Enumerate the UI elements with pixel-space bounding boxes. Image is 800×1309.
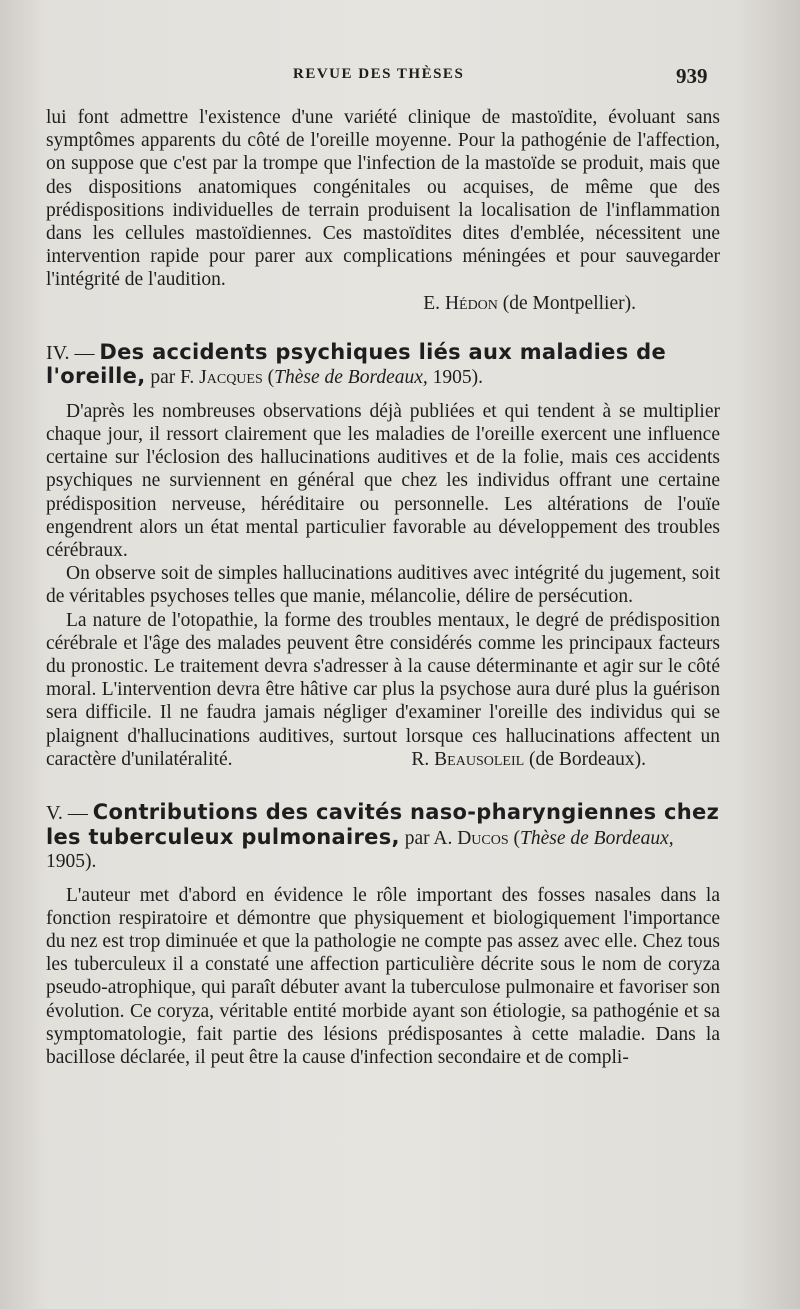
- signature-initial: R.: [411, 748, 430, 770]
- section5-source-open: (: [513, 827, 521, 849]
- section5-source-close: 1905).: [46, 851, 97, 873]
- section4-source-close: 1905).: [432, 367, 484, 389]
- signature-place: (de Montpellier).: [502, 292, 636, 314]
- section5-heading: [46, 801, 720, 874]
- section5-paragraph: L'auteur met d'abord en évidence le rôle important des fosses nasales dans la fonction respiratoire et démontre que physiquement et biologiquement l'importance du nez est trop diminuée et que la pathologie ne compte pas assez avec elle. Chez tous les tuberculeux il a constaté une affection particulière décrite sous le nom de coryza pseudo-atrophique, qui paraît débuter avant la tuberculose pulmonaire et favoriser son évolution. Ce coryza, véritable entité morbide ayant son étiologie, sa pathogénie et sa symptomatologie, fait partie des lésions prédisposantes à cette maladie. Dans la bacillose déclarée, il peut être la cause d'infection secondaire et de compli-: [46, 884, 720, 1068]
- signature-name: Hédon: [444, 292, 498, 314]
- running-title: REVUE DES THÈSES: [293, 66, 465, 82]
- section4-paragraph-3: [46, 609, 720, 771]
- section4-last-paragraph-text: La nature de l'otopathie, la forme des troubles mentaux, le degré de prédisposition cérébrale et l'âge des malades peuvent être considérés comme les principaux facteurs du pronostic. Le traitement devra s'adresser à la cause déterminante et agir sur le côté moral. L'intervention devra être hâtive car plus la psychose aura duré plus la guérison sera difficile. Il ne faudra jamais négliger d'examiner l'oreille des individus qui se plaignent d'hallucinations auditives, surtout lorsque ces hallucinations affectent un caractère d'unilatéralité.: [46, 609, 720, 770]
- section4-author: Jacques: [199, 367, 263, 389]
- section3-signature: [46, 292, 720, 315]
- section5-by: par A.: [404, 827, 453, 849]
- signature-initial: E.: [423, 292, 441, 314]
- section4-by: par F.: [150, 367, 195, 389]
- signature-place: (de Bordeaux).: [529, 748, 646, 770]
- section4-source-open: (: [267, 367, 275, 389]
- section3-continuation-paragraph: lui font admettre l'existence d'une variété clinique de mastoïdite, évoluant sans symptômes apparents du côté de l'oreille moyenne. Pour la pathogénie de l'affection, on suppose que c'est par la trompe que l'infection de la mastoïde se produit, mais que des dispositions anatomiques congénitales ou acquises, de même que des prédispositions individuelles de terrain produisent la localisation de l'inflammation dans les cellules mastoïdiennes. Ces mastoïdites dites d'emblée, nécessitent une intervention rapide pour parer aux complications méningées et pour sauvegarder l'intégrité de l'audition.: [46, 107, 720, 291]
- section5-author: Ducos: [457, 827, 509, 849]
- section4-number: IV. —: [46, 341, 95, 364]
- page-number: 939: [676, 64, 708, 88]
- section4-paragraph-1: D'après les nombreuses observations déjà publiées et qui tendent à se multiplier chaque jour, il ressort clairement que les maladies de l'oreille exercent une influence certaine sur l'éclosion des hallucinations auditives et de la folie, mais ces accidents psychiques ne surviennent en général que chez les individus offrant une certaine prédisposition nerveuse, héréditaire ou personnelle. Les altérations de l'ouïe engendrent alors un état mental particulier favorable au développement des troubles cérébraux.: [46, 400, 720, 562]
- running-head: [0, 62, 800, 92]
- section4-paragraph-2: On observe soit de simples hallucinations auditives avec intégrité du jugement, soit de véritables psychoses telles que manie, mélancolie, délire de persécution.: [46, 563, 720, 608]
- section5-title: Contributions des cavités naso-pharyngiennes chez les tuberculeux pulmonaires,: [46, 800, 720, 849]
- section5-source: Thèse de Bordeaux,: [520, 827, 674, 849]
- section4-heading: [46, 341, 720, 390]
- section4-title: Des accidents psychiques liés aux maladies de l'oreille,: [46, 339, 666, 389]
- page-body: [46, 106, 720, 1069]
- section4-source: Thèse de Bordeaux,: [274, 367, 428, 389]
- section5-number: V. —: [46, 802, 88, 825]
- section4-signature: [391, 748, 646, 771]
- signature-name: Beausoleil: [434, 748, 525, 770]
